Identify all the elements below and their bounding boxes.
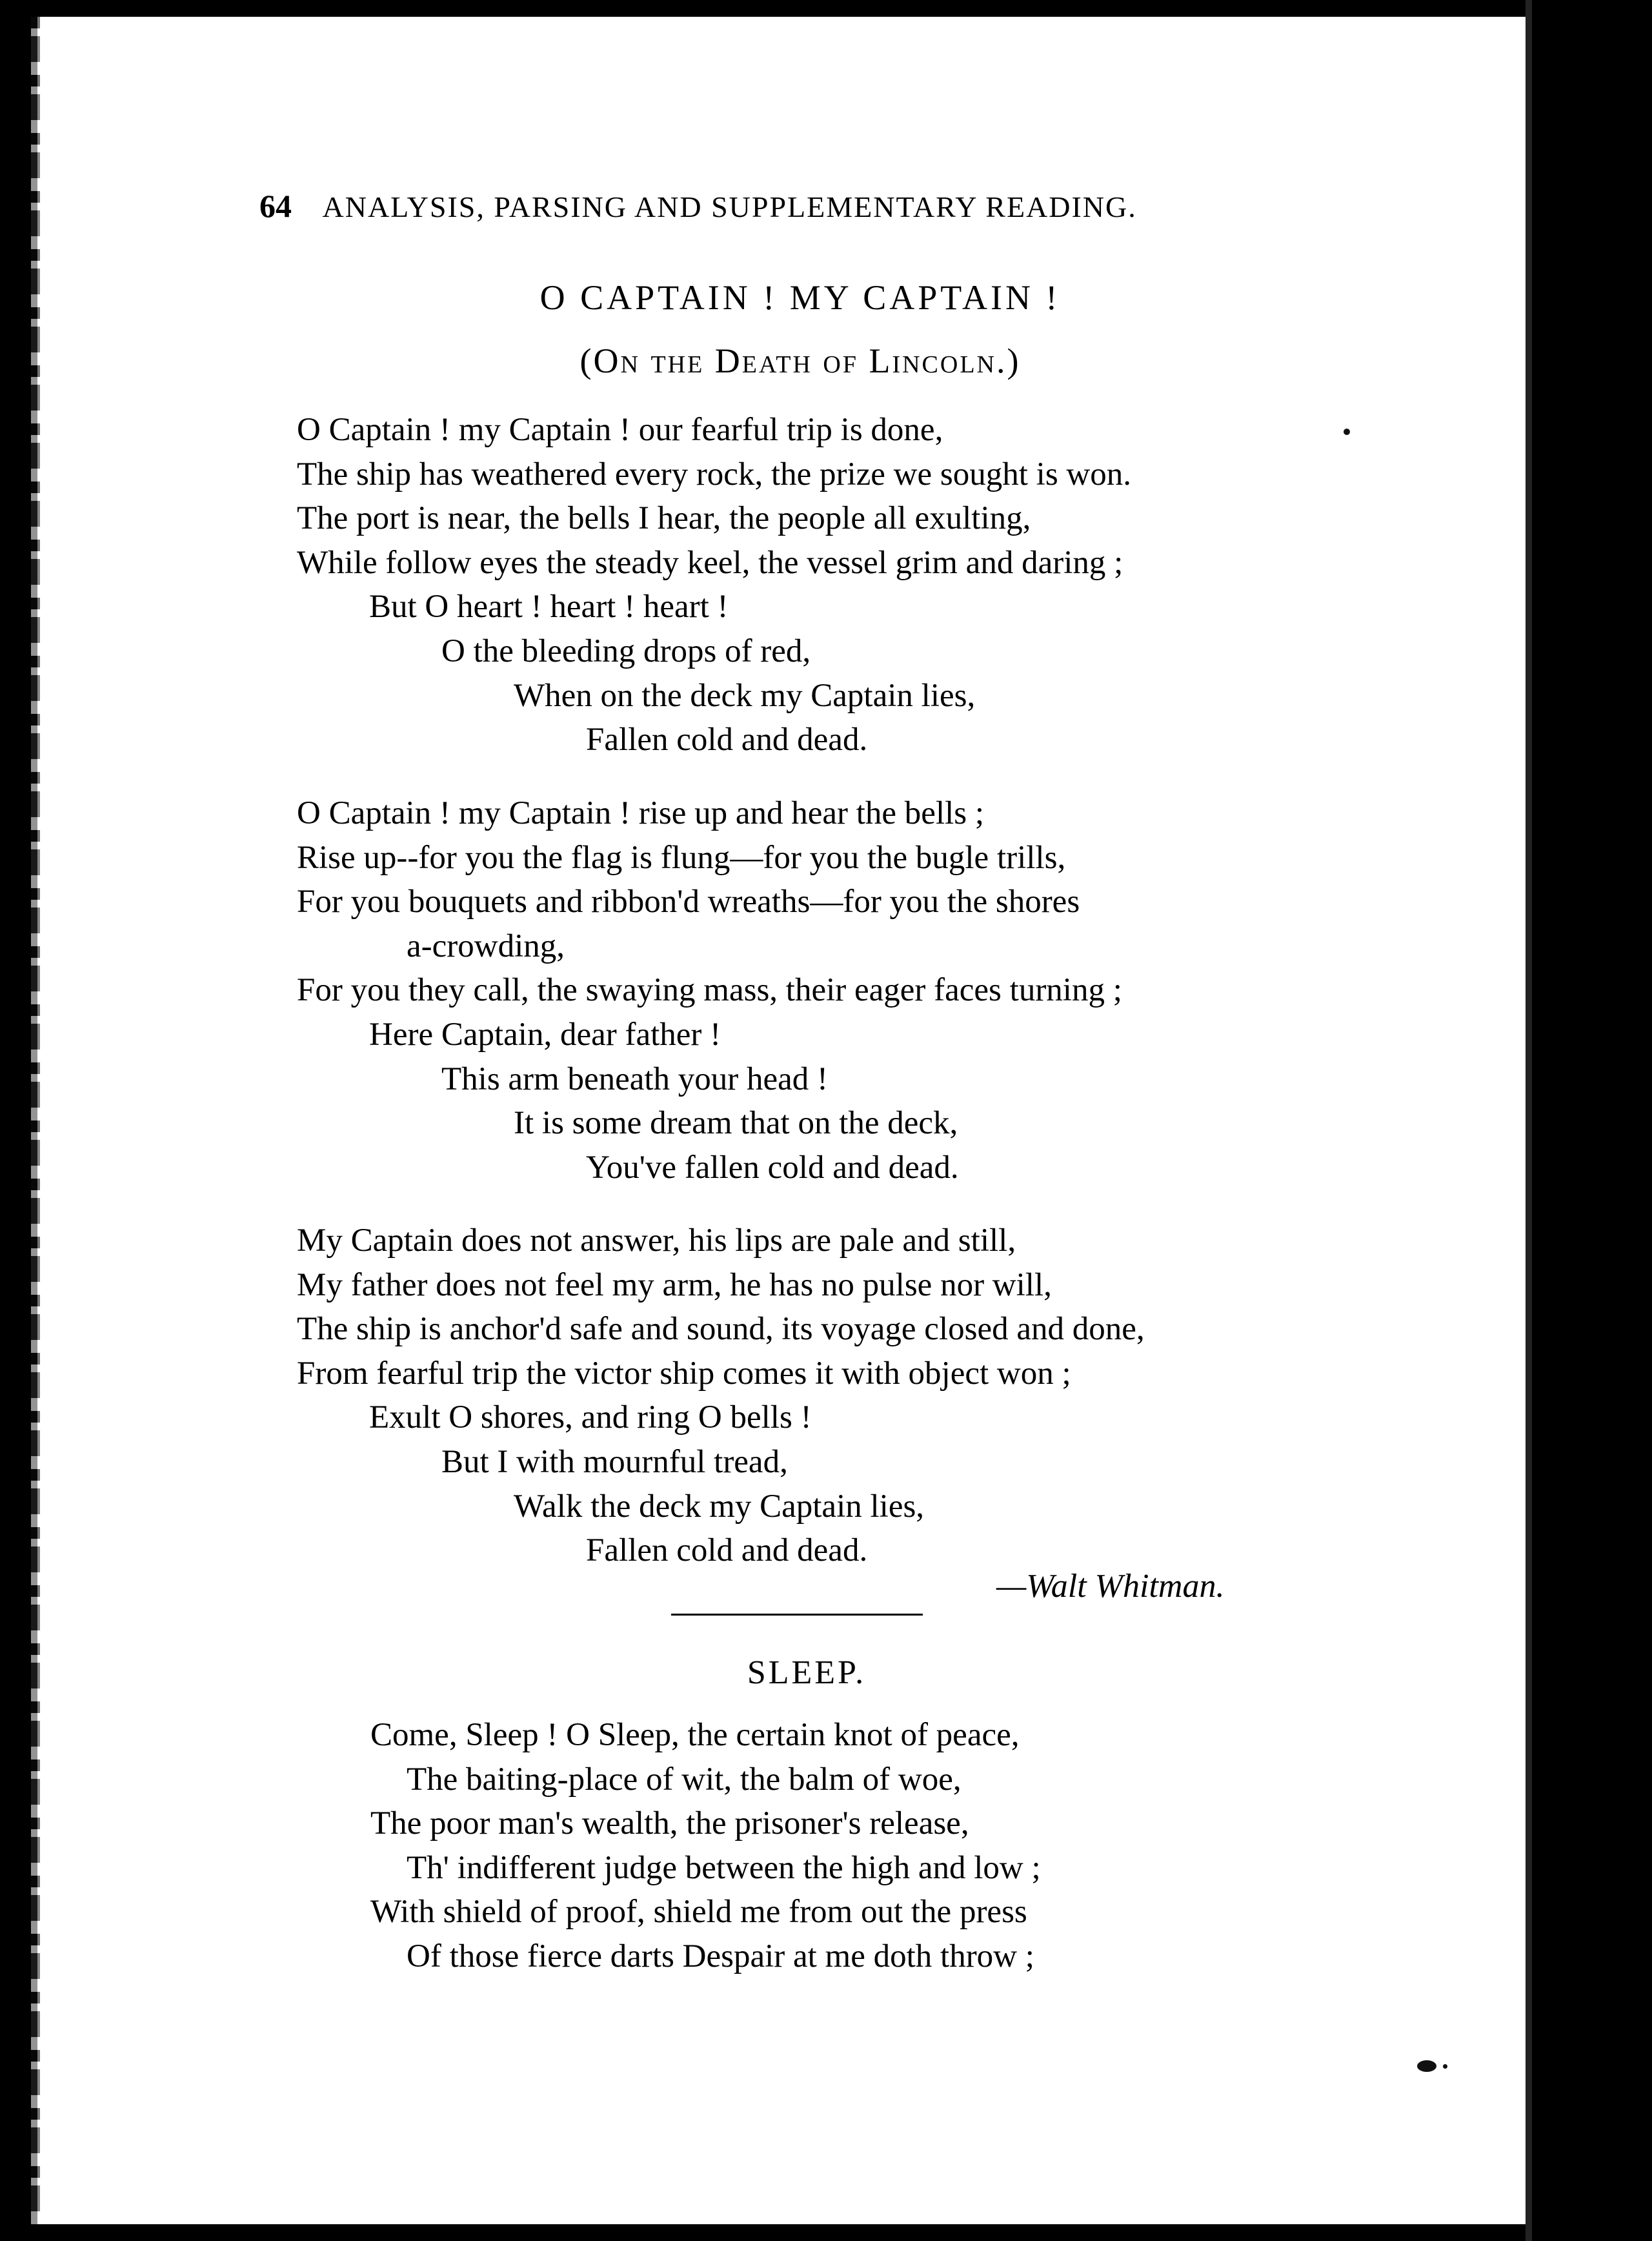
- poem-line: Exult O shores, and ring O bells !: [369, 1399, 812, 1436]
- poem-subtitle: (On the Death of Lincoln.): [579, 341, 1021, 380]
- poem-line: O the bleeding drops of red,: [441, 633, 811, 669]
- ink-speck: [1417, 2060, 1436, 2072]
- running-title: ANALYSIS, PARSING AND SUPPLEMENTARY READING.: [322, 190, 1137, 223]
- poem-line: The ship is anchor'd safe and sound, its voyage closed and done,: [297, 1311, 1145, 1348]
- poem-line: But O heart ! heart ! heart !: [369, 589, 729, 625]
- poem-line: Fallen cold and dead.: [586, 722, 868, 758]
- poem-line: Rise up--for you the flag is flung—for you the bugle trills,: [297, 839, 1066, 876]
- stanza-1: [297, 408, 1394, 762]
- poem-line: For you they call, the swaying mass, their eager faces turning ;: [297, 972, 1122, 1009]
- poem-line: a-crowding,: [407, 928, 565, 964]
- stanza-2: [297, 791, 1394, 1190]
- ink-speck: [1443, 2064, 1447, 2069]
- poem-line: My Captain does not answer, his lips are pale and still,: [297, 1222, 1016, 1259]
- page-number: 64: [259, 188, 292, 224]
- poem-line: The baiting-place of wit, the balm of woe,: [407, 1761, 962, 1798]
- poem-line: My father does not feel my arm, he has no pulse nor will,: [297, 1266, 1052, 1303]
- page-right-edge: [1526, 0, 1532, 2241]
- poem-line: From fearful trip the victor ship comes it with object won ;: [297, 1355, 1071, 1392]
- poem-title: O CAPTAIN ! MY CAPTAIN !: [539, 278, 1061, 317]
- poem-title-sleep: SLEEP.: [747, 1654, 867, 1691]
- poem-line: The ship has weathered every rock, the prize we sought is won.: [297, 456, 1132, 492]
- poem-line: O Captain ! my Captain ! our fearful trip is done,: [297, 412, 943, 448]
- running-header: [259, 187, 1253, 225]
- poem-line: O Captain ! my Captain ! rise up and hear the bells ;: [297, 795, 985, 831]
- poem-line: With shield of proof, shield me from out the press: [370, 1894, 1027, 1931]
- poem-line: Th' indifferent judge between the high and low ;: [407, 1849, 1041, 1886]
- section-divider: [671, 1614, 923, 1616]
- poem-line: For you bouquets and ribbon'd wreaths—for you the shores: [297, 884, 1080, 920]
- poem-line: The poor man's wealth, the prisoner's release,: [370, 1805, 969, 1842]
- poem-line: It is some dream that on the deck,: [514, 1105, 958, 1142]
- poem-line: You've fallen cold and dead.: [586, 1149, 959, 1186]
- sleep-stanza: [370, 1713, 1467, 1979]
- ink-speck: [1344, 429, 1350, 435]
- poem-line: This arm beneath your head !: [441, 1060, 829, 1097]
- poem-line: The port is near, the bells I hear, the people all exulting,: [297, 500, 1031, 537]
- poem-attribution: —Walt Whitman.: [996, 1568, 1225, 1605]
- poem-line: When on the deck my Captain lies,: [514, 677, 976, 714]
- poem-line: Walk the deck my Captain lies,: [514, 1488, 925, 1525]
- poem-line: Of those fierce darts Despair at me doth throw ;: [407, 1938, 1034, 1974]
- poem-line: But I with mournful tread,: [441, 1443, 788, 1480]
- poem-line: Fallen cold and dead.: [586, 1532, 868, 1569]
- poem-line: Come, Sleep ! O Sleep, the certain knot of peace,: [370, 1717, 1020, 1753]
- stanza-3: [297, 1219, 1394, 1573]
- poem-line: Here Captain, dear father !: [369, 1016, 721, 1053]
- poem-line: While follow eyes the steady keel, the vessel grim and daring ;: [297, 544, 1123, 581]
